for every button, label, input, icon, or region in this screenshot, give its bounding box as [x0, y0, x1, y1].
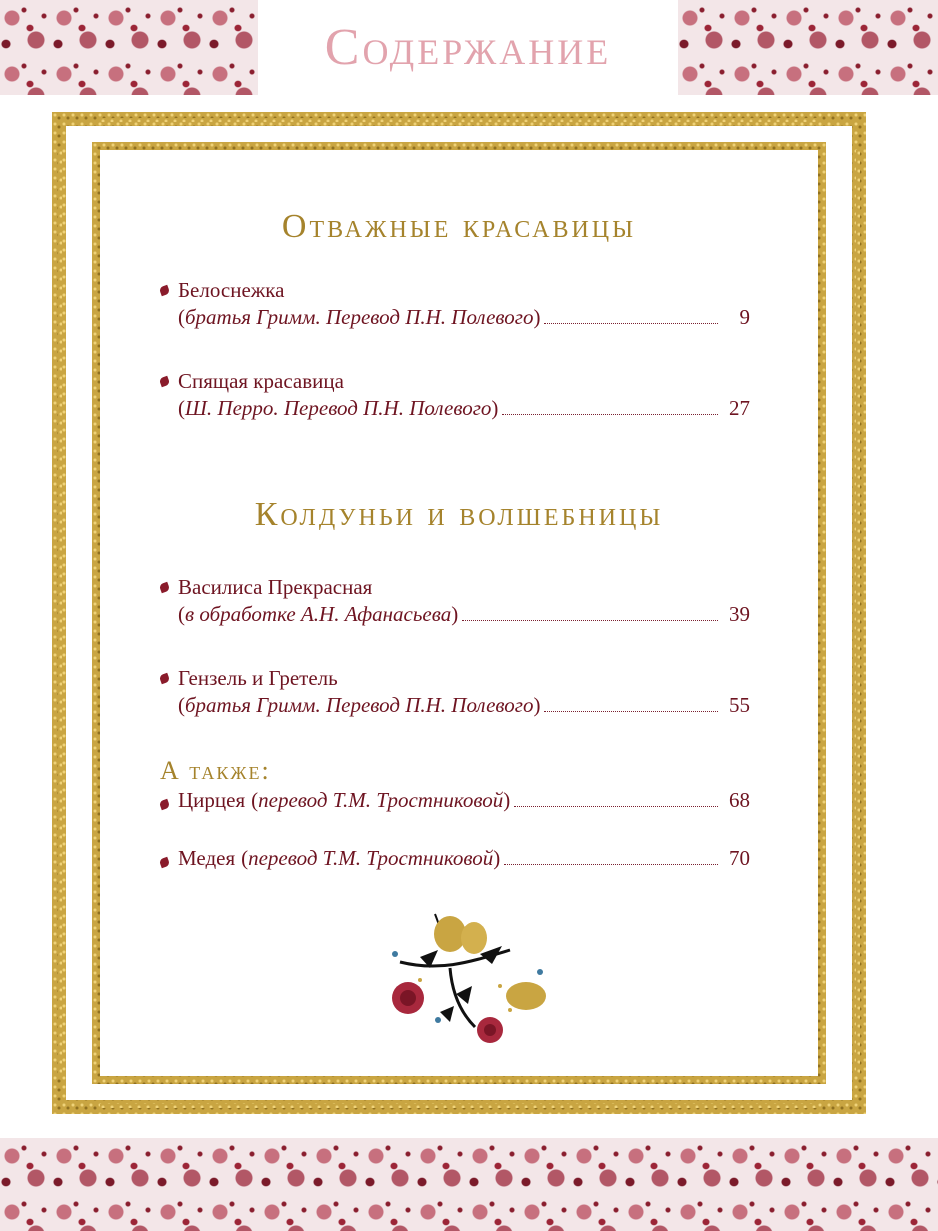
leaf-bullet-icon [159, 375, 171, 387]
toc-entry-vasilisa[interactable]: Василиса Прекрасная ( в обработке А.Н. Афанасьева ) 39 [160, 572, 750, 634]
rose-border-top-left [0, 0, 258, 95]
section-title-witches: Колдуньи и волшебницы [254, 496, 664, 533]
entry-title: Медея [178, 846, 236, 870]
leader-dots [462, 620, 718, 621]
toc-entry-sleeping-beauty[interactable]: Спящая красавица ( Ш. Перро. Перевод П.Н. Полевого ) 27 [160, 366, 750, 428]
leaf-bullet-icon [159, 581, 171, 593]
rose-border-top-right [678, 0, 938, 95]
toc-entry-circe[interactable]: Цирцея ( перевод Т.М. Тростниковой ) 68 [160, 788, 750, 820]
page-number: 27 [729, 396, 750, 420]
leaf-bullet-icon [159, 798, 171, 810]
also-label: А также: [160, 756, 271, 785]
gold-frame-line-right [856, 150, 860, 1076]
entry-title: Гензель и Гретель [178, 665, 338, 690]
section-title-brave-beauties: Отважные красавицы [281, 208, 637, 245]
leaf-bullet-icon [159, 856, 171, 868]
entry-source: перевод Т.М. Тростниковой [248, 846, 494, 870]
leader-dots [504, 864, 718, 865]
leader-dots [544, 711, 718, 712]
entry-title: Цирцея [178, 788, 246, 812]
table-of-contents [100, 150, 818, 1076]
toc-entry-medea[interactable]: Медея ( перевод Т.М. Тростниковой ) 70 [160, 846, 750, 878]
entry-source: братья Гримм. Перевод П.Н. Полевого [185, 305, 534, 329]
page-number: 9 [739, 305, 750, 329]
rose-pear-branch-illustration [380, 902, 560, 1047]
page-number: 70 [729, 846, 750, 870]
gold-frame-line-bottom [100, 1104, 818, 1108]
entry-source: братья Гримм. Перевод П.Н. Полевого [185, 693, 534, 717]
gold-frame-line-top [100, 118, 818, 122]
rose-border-bottom [0, 1138, 938, 1231]
gold-frame-line-left [58, 150, 62, 1076]
toc-entry-snow-white[interactable]: Белоснежка ( братья Гримм. Перевод П.Н. Полевого ) 9 [160, 275, 750, 337]
entry-source: Ш. Перро. Перевод П.Н. Полевого [185, 396, 492, 420]
leader-dots [502, 414, 718, 415]
entry-title: Белоснежка [178, 277, 285, 302]
toc-entry-hansel-gretel[interactable]: Гензель и Гретель ( братья Гримм. Перевод П.Н. Полевого ) 55 [160, 663, 750, 725]
leader-dots [514, 806, 718, 807]
page-heading: Содержание [324, 19, 612, 76]
page-number: 55 [729, 693, 750, 717]
page-number: 39 [729, 602, 750, 626]
leaf-bullet-icon [159, 672, 171, 684]
leader-dots [544, 323, 718, 324]
entry-source: в обработке А.Н. Афанасьева [185, 602, 452, 626]
entry-title: Василиса Прекрасная [178, 574, 373, 599]
page-number: 68 [729, 788, 750, 812]
leaf-bullet-icon [159, 284, 171, 296]
entry-source: перевод Т.М. Тростниковой [258, 788, 504, 812]
entry-title: Спящая красавица [178, 368, 344, 393]
